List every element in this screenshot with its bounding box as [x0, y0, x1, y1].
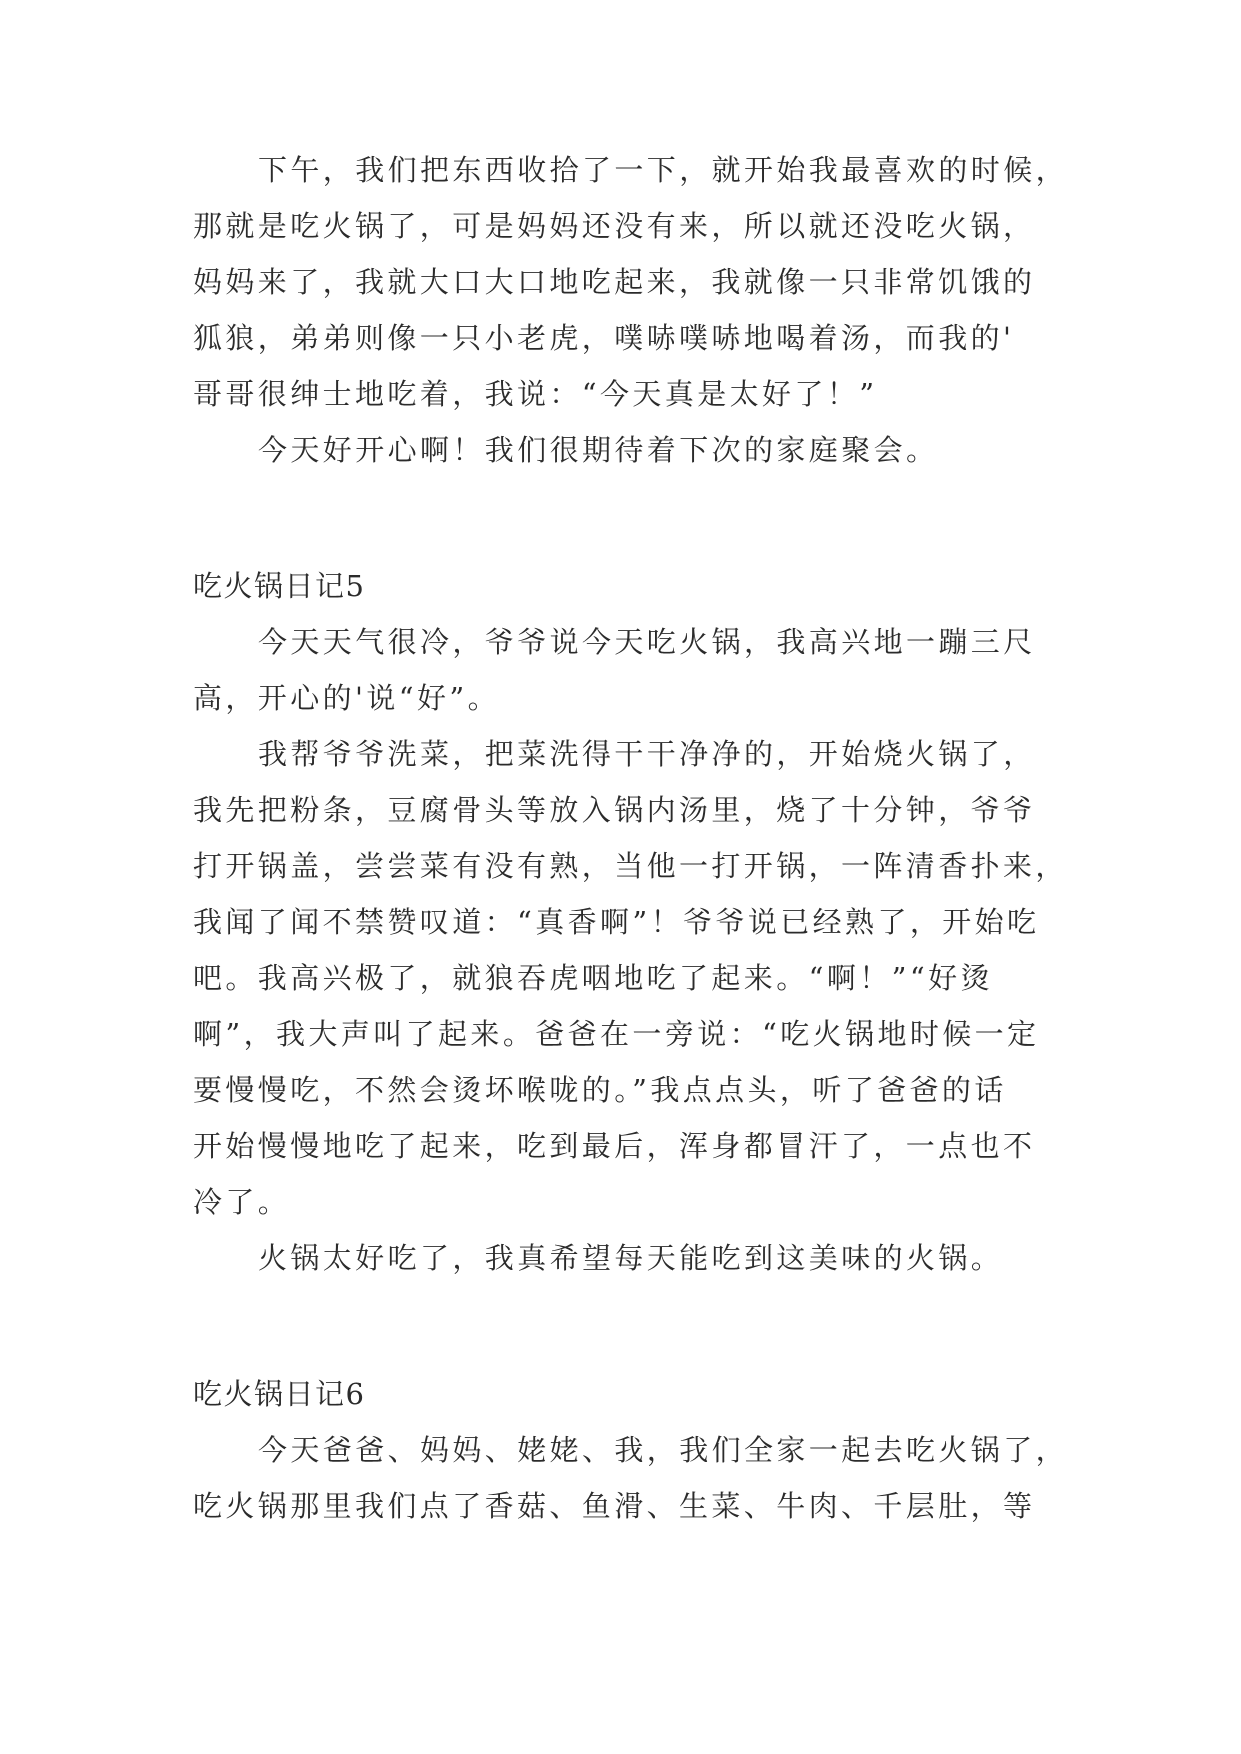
text-line: 打开锅盖，尝尝菜有没有熟，当他一打开锅，一阵清香扑来， [193, 849, 1068, 883]
text-line: 哥哥很绅士地吃着，我说：“今天真是太好了！” [193, 377, 878, 411]
text-line: 妈妈来了，我就大口大口地吃起来，我就像一只非常饥饿的 [193, 265, 1036, 299]
text-line: 开始慢慢地吃了起来，吃到最后，浑身都冒汗了，一点也不 [193, 1129, 1036, 1163]
text-line: 吃火锅那里我们点了香菇、鱼滑、生菜、牛肉、千层肚，等 [193, 1489, 1036, 1523]
text-line: 要慢慢吃，不然会烫坏喉咙的。”我点点头，听了爸爸的话 [193, 1073, 1007, 1107]
text-line: 我帮爷爷洗菜，把菜洗得干干净净的，开始烧火锅了， [258, 737, 1036, 771]
section-title: 吃火锅日记6 [193, 1377, 366, 1411]
text-line: 我闻了闻不禁赞叹道：“真香啊”！爷爷说已经熟了，开始吃 [193, 905, 1040, 939]
text-line: 冷了。 [193, 1185, 291, 1219]
text-line: 今天爸爸、妈妈、姥姥、我，我们全家一起去吃火锅了， [258, 1433, 1069, 1467]
text-line: 我先把粉条，豆腐骨头等放入锅内汤里，烧了十分钟，爷爷 [193, 793, 1036, 827]
text-line: 下午，我们把东西收拾了一下，就开始我最喜欢的时候， [258, 153, 1069, 187]
section-title: 吃火锅日记5 [193, 569, 366, 603]
text-line: 今天天气很冷，爷爷说今天吃火锅，我高兴地一蹦三尺 [258, 625, 1036, 659]
text-line: 狐狼，弟弟则像一只小老虎，噗哧噗哧地喝着汤，而我的' [193, 321, 1015, 355]
text-line: 火锅太好吃了，我真希望每天能吃到这美味的火锅。 [258, 1241, 1004, 1275]
text-line: 啊”，我大声叫了起来。爸爸在一旁说：“吃火锅地时候一定 [193, 1017, 1040, 1051]
text-line: 那就是吃火锅了，可是妈妈还没有来，所以就还没吃火锅， [193, 209, 1036, 243]
text-line: 高，开心的'说“好”。 [193, 681, 501, 715]
text-line: 今天好开心啊！我们很期待着下次的家庭聚会。 [258, 433, 939, 467]
text-line: 吧。我高兴极了，就狼吞虎咽地吃了起来。“啊！”“好烫 [193, 961, 993, 995]
